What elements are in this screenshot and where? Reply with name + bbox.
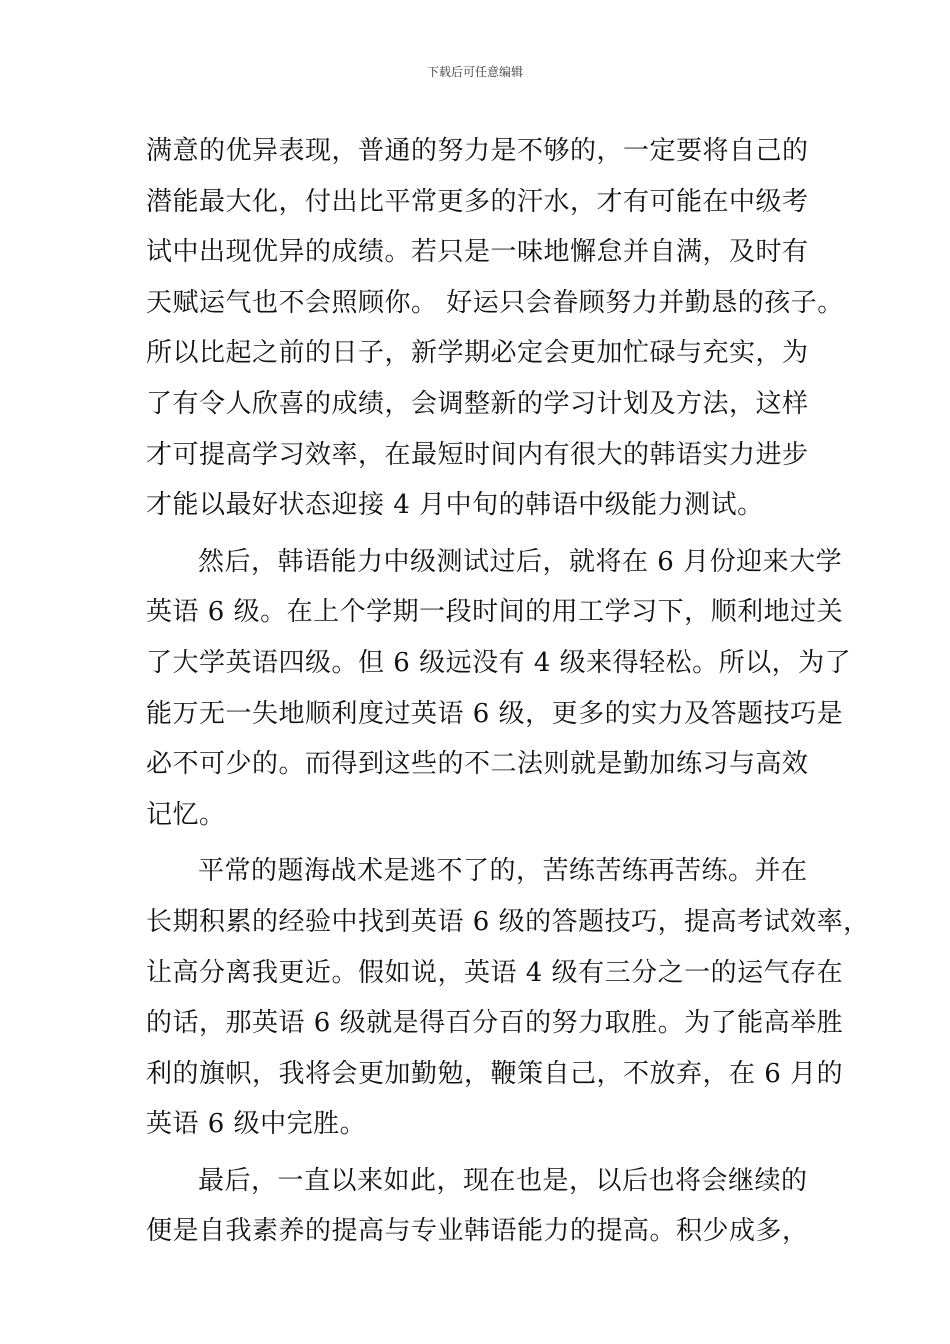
text-line: 天赋运气也不会照顾你。 好运只会眷顾努力并勤恳的孩子。: [146, 287, 844, 318]
paragraph: [146, 1156, 810, 1257]
text-line: 了有令人欣喜的成绩，会调整新的学习计划及方法，这样: [146, 388, 809, 419]
text-line: 才能以最好状态迎接 4 月中旬的韩语中级能力测试。: [146, 490, 764, 521]
paragraph: [146, 126, 844, 531]
page-header: 下载后可任意编辑: [426, 65, 523, 79]
text-line: 满意的优异表现，普通的努力是不够的，一定要将自己的: [146, 136, 809, 166]
text-line: 潜能最大化，付出比平常更多的汗水，才有可能在中级考: [146, 186, 809, 217]
text-line: 然后，韩语能力中级测试过后，就将在 6 月份迎来大学: [198, 546, 843, 577]
text-line: 了大学英语四级。但 6 级远没有 4 级来得轻松。所以，为了: [146, 647, 852, 678]
paragraph: [146, 846, 870, 1150]
text-line: 让高分离我更近。假如说，英语 4 级有三分之一的运气存在: [146, 957, 844, 988]
text-line: 所以比起之前的日子，新学期必定会更加忙碌与充实，为: [146, 338, 809, 369]
paragraph: [146, 537, 852, 841]
document-body: [146, 126, 870, 1257]
text-line: 长期积累的经验中找到英语 6 级的答题技巧，提高考试效率，: [146, 906, 870, 937]
text-line: 才可提高学习效率，在最短时间内有很大的韩语实力进步: [146, 439, 809, 470]
text-line: 英语 6 级中完胜。: [146, 1109, 367, 1140]
text-line: 便是自我素养的提高与专业韩语能力的提高。积少成多，: [146, 1216, 809, 1247]
text-line: 最后，一直以来如此，现在也是，以后也将会继续的: [198, 1165, 808, 1196]
text-line: 必不可少的。而得到这些的不二法则就是勤加练习与高效: [146, 749, 809, 780]
text-line: 利的旗帜，我将会更加勤勉，鞭策自己，不放弃，在 6 月的: [146, 1058, 844, 1089]
text-line: 记忆。: [146, 799, 226, 830]
text-line: 能万无一失地顺利度过英语 6 级，更多的实力及答题技巧是: [146, 698, 844, 729]
text-line: 英语 6 级。在上个学期一段时间的用工学习下，顺利地过关: [146, 597, 844, 628]
text-line: 的话，那英语 6 级就是得百分百的努力取胜。为了能高举胜: [146, 1008, 844, 1039]
text-line: 试中出现优异的成绩。若只是一味地懈怠并自满，及时有: [146, 237, 809, 268]
text-line: 平常的题海战术是逃不了的，苦练苦练再苦练。并在: [198, 856, 808, 887]
